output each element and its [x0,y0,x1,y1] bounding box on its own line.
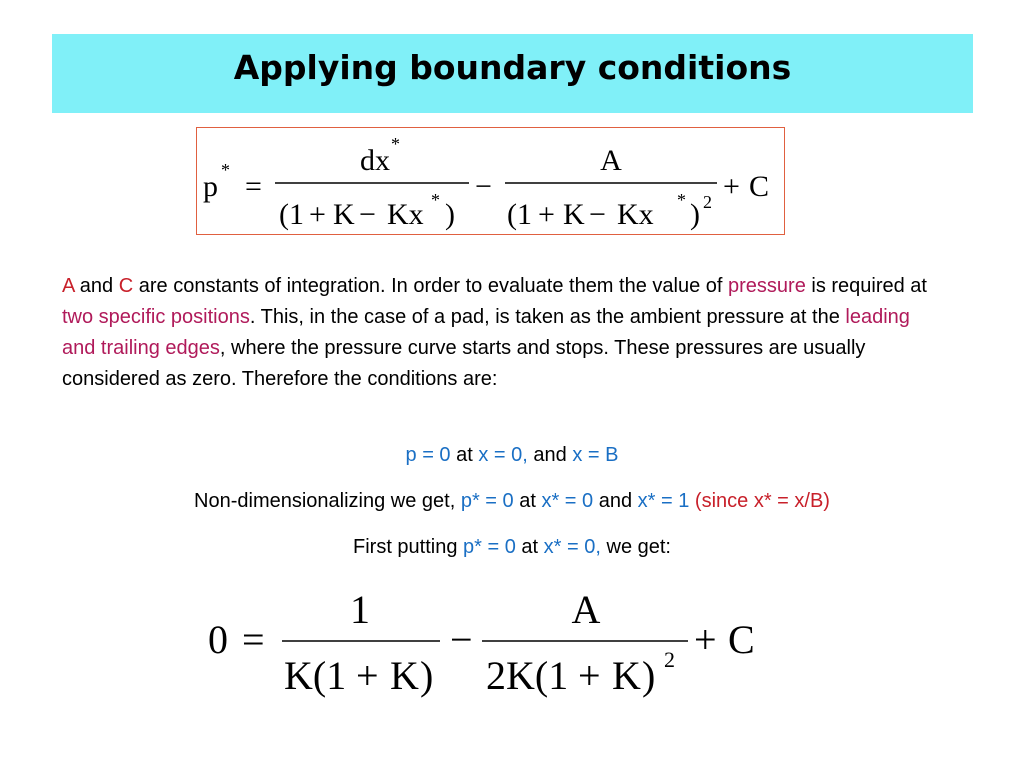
equation-box [196,127,785,235]
eq2-den1-k: K [390,653,419,698]
eq1-constant-c: C [749,170,770,203]
eq2-den1-plus: + [356,653,379,698]
eq1-den1-plus: + [309,198,326,231]
condition-dimensional: p = 0 at x = 0, and x = B [405,444,619,466]
eq2-num1: 1 [350,587,370,632]
eq1-equals: = [245,170,262,203]
eq2-minus: − [450,617,473,662]
eq2-den2-close: ) [642,653,656,698]
term-pressure: pressure [728,275,806,297]
eq2-den2-k: K [612,653,641,698]
eq1-num1: dx [360,144,390,177]
eq2-num2: A [571,587,601,632]
eq2-den1: K(1 [284,653,347,698]
eq1-num2: A [600,144,622,177]
eq1-den1-star: * [431,190,440,210]
eq2-equals: = [242,617,265,662]
term-two-positions: two specific positions [62,306,250,328]
eq2-zero: 0 [208,617,228,662]
eq2-den2-square: 2 [664,647,675,672]
first-substitution: First putting p* = 0 at x* = 0, we get: [353,536,671,558]
eq1-den2-minus: − [589,198,606,231]
term-edges: leading and trailing edges [62,306,910,359]
term-c: C [118,275,134,297]
eq1-den1-k: K [333,198,355,231]
condition-nondimensional: Non-dimensionalizing we get, p* = 0 at x* = 0 and x* = 1 (since x* = x/B) [194,490,830,512]
eq1-lhs-star: * [221,160,230,180]
eq1-den2-kx: Kx [617,198,654,231]
eq1-plus: + [723,170,740,203]
eq2-constant-c: C [728,617,755,662]
equation-pressure [197,128,783,233]
eq1-den2-open: (1 [507,198,532,231]
eq1-den2-plus: + [538,198,555,231]
eq1-minus: − [475,170,492,203]
eq1-den1-close: ) [445,198,455,231]
eq1-den2-star: * [677,190,686,210]
eq1-num1-star: * [391,134,400,154]
equation-substituted [200,585,780,705]
eq2-plus: + [694,617,717,662]
explanation-paragraph: A and C are constants of integration. In order to evaluate them the value of pressure is required at two specific positions. This, in the case of a pad, is taken as the ambient pressure at the leading and trailing edges, where the pressure curve starts and stops. These pressures are usually considered as zero. Therefore the conditions are: [62,275,927,390]
slide-title: Applying boundary conditions [233,48,792,87]
term-a: A [62,275,75,297]
eq1-lhs-p: p [203,170,218,203]
eq1-den2-square: 2 [703,192,712,212]
eq1-den1-minus: − [359,198,376,231]
title-bar [52,34,973,113]
eq1-den2-k: K [563,198,585,231]
eq1-den1-open: (1 [279,198,304,231]
eq2-den1-close: ) [420,653,434,698]
eq1-den2-close: ) [690,198,700,231]
eq2-den2: 2K(1 [486,653,569,698]
eq1-den1-kx: Kx [387,198,424,231]
eq2-den2-plus: + [578,653,601,698]
